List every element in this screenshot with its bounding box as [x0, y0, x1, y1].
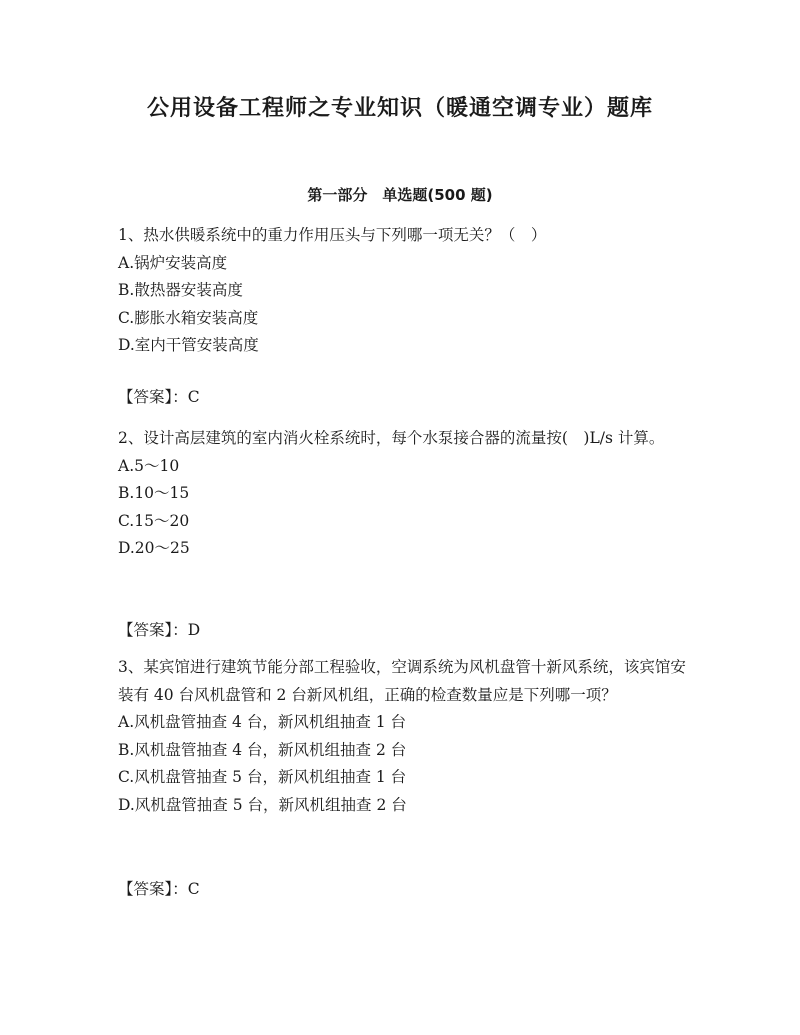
question-stem: 3、某宾馆进行建筑节能分部工程验收，空调系统为风机盘管十新风系统，该宾馆安装有 40 台风机盘管和 2 台新风机组，正确的检查数量应是下列哪一项？: [118, 658, 686, 704]
option-d: D.室内干管安装高度: [118, 336, 259, 354]
answer-2: 【答案】：D: [118, 621, 201, 639]
question-1: [118, 222, 688, 360]
option-c: C.15～20: [118, 511, 190, 530]
option-a: A.风机盘管抽查 4 台，新风机组抽查 1 台: [118, 713, 407, 731]
option-c: C.风机盘管抽查 5 台，新风机组抽查 1 台: [118, 768, 407, 786]
answer-1: 【答案】：C: [118, 388, 200, 406]
document-title: 公用设备工程师之专业知识（暖通空调专业）题库: [146, 95, 653, 121]
option-b: B.散热器安装高度: [118, 281, 243, 299]
section-title: 第一部分 单选题(500 题): [307, 186, 493, 204]
question-3: [118, 654, 688, 819]
option-b: B.10～15: [118, 484, 190, 502]
option-c: C.膨胀水箱安装高度: [118, 308, 259, 327]
answer-3: 【答案】：C: [118, 880, 200, 898]
question-2: [118, 425, 688, 563]
option-b: B.风机盘管抽查 4 台，新风机组抽查 2 台: [118, 740, 407, 759]
question-stem: 1、热水供暖系统中的重力作用压头与下列哪一项无关？（ ）: [118, 226, 547, 244]
option-d: D.20～25: [118, 539, 190, 557]
question-stem: 2、设计高层建筑的室内消火栓系统时，每个水泵接合器的流量按( )L/s 计算。: [118, 429, 665, 447]
option-d: D.风机盘管抽查 5 台，新风机组抽查 2 台: [118, 795, 407, 814]
option-a: A.5～10: [118, 456, 180, 475]
option-a: A.锅炉安装高度: [118, 253, 228, 272]
